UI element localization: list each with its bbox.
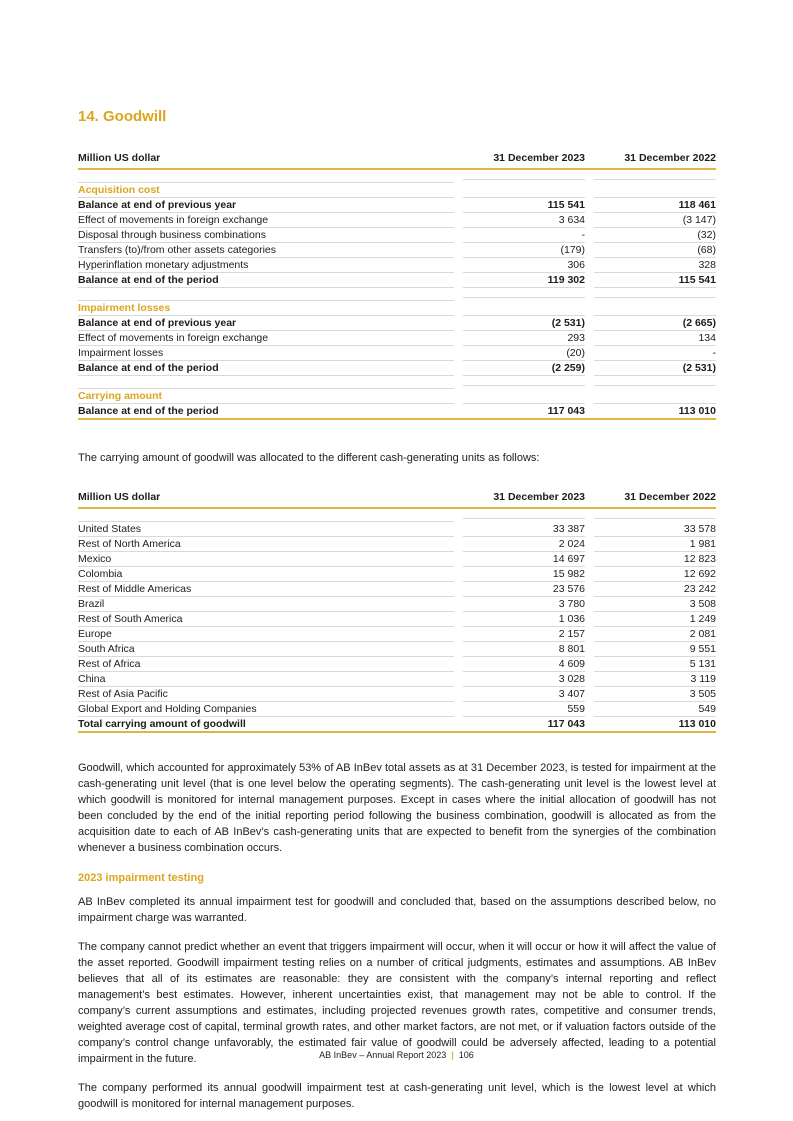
value-2023: 3 407 [463,687,585,702]
table-row [78,537,716,552]
value-2022: 9 551 [594,642,716,657]
row-label: Rest of Middle Americas [78,582,454,597]
row-label: Balance at end of the period [78,273,454,288]
row-label: Brazil [78,597,454,612]
value-2023: 1 036 [463,612,585,627]
table-row [78,213,716,228]
row-label: Hyperinflation monetary adjustments [78,258,454,273]
footer-report-label: AB InBev – Annual Report 2023 [319,1050,447,1060]
column-header-2023: 31 December 2023 [493,491,585,503]
row-label: South Africa [78,642,454,657]
value-2022: (68) [594,243,716,258]
table-row [78,198,716,213]
row-label: United States [78,522,454,537]
row-label: China [78,672,454,687]
table-spacer-row [78,170,716,183]
goodwill-allocation-table [78,490,716,733]
value-2023: 3 780 [463,597,585,612]
table-header-row [78,490,716,509]
table-row-total [78,717,716,733]
table-row [78,522,716,537]
value-2022: 12 823 [594,552,716,567]
footer-separator: | [451,1050,454,1060]
unit-label: Million US dollar [78,491,161,503]
value-2022: 2 081 [594,627,716,642]
value-2022: (32) [594,228,716,243]
note-heading: 14. Goodwill [78,108,167,125]
table-row [78,627,716,642]
value-2022: 3 505 [594,687,716,702]
paragraph-impairment-risks: The company cannot predict whether an event that triggers impairment will occur, when it will occur or how it will affect the value of the asset reported. Goodwill impairment testing relies on a number of critical judgments, estimates and assumptions. AB InBev believes that all of its estimates are reasonable: they are consistent with the company’s internal reporting and reflect management’s best estimates. However, inherent uncertainties exist, that management may not be able to control. If the company’s current assumptions and estimates, including projected revenues growth rates, competitive and consumer trends, weighted average cost of capital, terminal growth rates, and other market factors, are not met, or if valuation factors outside of the company’s control change unfavorably, the estimated fair value of goodwill could be adversely affected, leading to a potential impairment in the future. [78,941,716,1065]
value-2022: 23 242 [594,582,716,597]
table-spacer-row [78,509,716,522]
value-2023: 4 609 [463,657,585,672]
value-2023: 293 [463,331,585,346]
row-label: Balance at end of the period [78,361,454,376]
table-row [78,228,716,243]
value-2023: 14 697 [463,552,585,567]
value-2022: (3 147) [594,213,716,228]
paragraph-impairment-level: The company performed its annual goodwill impairment test at cash-generating unit level, which is the lowest level at which goodwill is monitored for internal management purposes. [78,1082,716,1110]
page-content [78,108,716,1121]
section-label: Carrying amount [78,389,454,404]
value-2023: (2 259) [463,361,585,376]
value-2022: - [594,346,716,361]
row-label: Transfers (to)/from other assets categories [78,243,454,258]
row-label: Europe [78,627,454,642]
value-2023: 117 043 [547,718,585,730]
row-label: Rest of North America [78,537,454,552]
paragraph-goodwill-allocation: Goodwill, which accounted for approximately 53% of AB InBev total assets as at 31 December 2023, is tested for impairment at the cash-generating unit level (that is one level below the operating segments). The cash-generating unit level is the lowest level at which goodwill is monitored for internal management purposes. Except in cases where the initial allocation of goodwill has not been concluded by the end of the initial reporting period following the business combination, goodwill is allocated as from the acquisition date to each of AB InBev’s cash-generating units that are expected to benefit from the synergies of the combination whenever a business combination occurs. [78,762,716,854]
table-row [78,331,716,346]
section-row-carrying-amount [78,389,716,404]
value-2023: 2 157 [463,627,585,642]
value-2023: - [463,228,585,243]
table-row [78,567,716,582]
table-row [78,258,716,273]
value-2022: (2 665) [594,316,716,331]
value-2023: 117 043 [547,405,585,417]
table-row [78,316,716,331]
allocation-intro-text: The carrying amount of goodwill was allocated to the different cash-generating units as follows: [78,452,540,464]
table-row [78,657,716,672]
page-footer [0,1050,793,1060]
table-row [78,702,716,717]
value-2023: 119 302 [463,273,585,288]
table-row [78,552,716,567]
subheading-2023-impairment-testing: 2023 impairment testing [78,872,204,884]
value-2022: (2 531) [594,361,716,376]
row-label: Total carrying amount of goodwill [78,718,246,730]
value-2023: (2 531) [463,316,585,331]
table-header-row [78,151,716,170]
value-2023: (179) [463,243,585,258]
value-2022: 118 461 [594,198,716,213]
row-label: Balance at end of the period [78,405,219,417]
row-label: Colombia [78,567,454,582]
table-row [78,273,716,288]
value-2023: 2 024 [463,537,585,552]
value-2022: 12 692 [594,567,716,582]
footer-page-number: 106 [458,1050,474,1060]
section-label: Acquisition cost [78,183,454,198]
unit-label: Million US dollar [78,152,161,164]
row-label: Balance at end of previous year [78,316,454,331]
row-label: Rest of Asia Pacific [78,687,454,702]
row-label: Impairment losses [78,346,454,361]
value-2023: 115 541 [463,198,585,213]
value-2022: 1 981 [594,537,716,552]
value-2023: (20) [463,346,585,361]
value-2023: 3 028 [463,672,585,687]
section-label: Impairment losses [78,301,454,316]
section-row-impairment-losses [78,301,716,316]
value-2022: 113 010 [678,405,716,417]
value-2023: 8 801 [463,642,585,657]
value-2022: 115 541 [594,273,716,288]
table-row [78,346,716,361]
table-row-total [78,404,716,420]
row-label: Rest of South America [78,612,454,627]
table-row [78,597,716,612]
value-2022: 549 [594,702,716,717]
value-2022: 33 578 [594,522,716,537]
value-2022: 328 [594,258,716,273]
value-2023: 23 576 [463,582,585,597]
table-row [78,642,716,657]
table-row [78,243,716,258]
row-label: Balance at end of previous year [78,198,454,213]
paragraph-impairment-result: AB InBev completed its annual impairment test for goodwill and concluded that, based on the assumptions described below, no impairment charge was warranted. [78,896,716,924]
table-spacer-row [78,288,716,301]
row-label: Rest of Africa [78,657,454,672]
value-2022: 134 [594,331,716,346]
value-2023: 559 [463,702,585,717]
value-2022: 5 131 [594,657,716,672]
column-header-2022: 31 December 2022 [624,491,716,503]
value-2022: 113 010 [678,718,716,730]
value-2022: 3 508 [594,597,716,612]
column-header-2022: 31 December 2022 [624,152,716,164]
row-label: Effect of movements in foreign exchange [78,213,454,228]
section-row-acquisition-cost [78,183,716,198]
column-header-2023: 31 December 2023 [493,152,585,164]
goodwill-rollforward-table [78,151,716,420]
row-label: Disposal through business combinations [78,228,454,243]
table-row [78,361,716,376]
value-2023: 306 [463,258,585,273]
table-row [78,687,716,702]
value-2023: 15 982 [463,567,585,582]
table-row [78,582,716,597]
value-2022: 3 119 [594,672,716,687]
value-2023: 3 634 [463,213,585,228]
table-spacer-row [78,376,716,389]
row-label: Global Export and Holding Companies [78,702,454,717]
row-label: Mexico [78,552,454,567]
value-2022: 1 249 [594,612,716,627]
table-row [78,612,716,627]
value-2023: 33 387 [463,522,585,537]
table-row [78,672,716,687]
row-label: Effect of movements in foreign exchange [78,331,454,346]
